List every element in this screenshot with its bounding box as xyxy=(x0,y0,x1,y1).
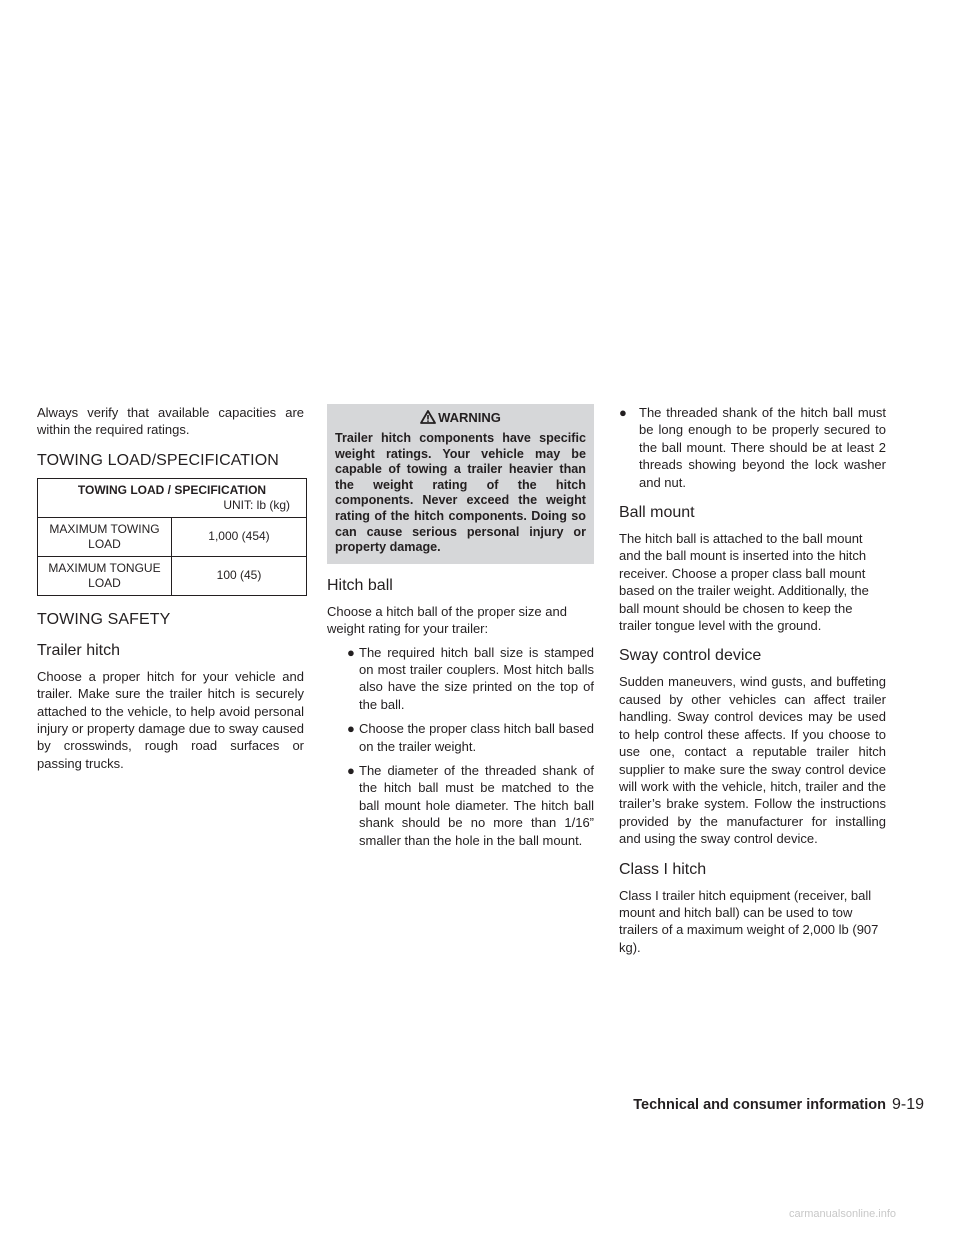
sway-control-text: Sudden maneuvers, wind gusts, and buffeting caused by other vehicles can affect trailer handling. Sway control devices may be used to help control these affects. If you choose to use one, contact a reputable trailer hitch supplier to make sure the sway control device will work with the vehicle, hitch, trailer and the trailer’s brake system. Follow the instructions provided by the manufacturer for installing and using the sway control device. xyxy=(619,674,886,847)
table-cell-label: MAXIMUM TONGUE LOAD xyxy=(38,556,172,595)
heading-class-hitch: Class I hitch xyxy=(619,860,707,878)
trailer-hitch-text: Choose a proper hitch for your vehicle and trailer. Make sure the trailer hitch is securely attached to the vehicle, to help avoid personal injury or property damage due to sway caused by crosswinds, rough road surfaces or passing trucks. xyxy=(37,668,304,771)
heading-sway-control: Sway control device xyxy=(619,647,762,665)
footer-section-title: Technical and consumer information xyxy=(633,1097,886,1113)
table-cell-value: 1,000 (454) xyxy=(172,517,307,556)
bullet-icon: ● xyxy=(347,763,355,778)
warning-text: Trailer hitch components have specific weight ratings. Your vehicle may be capable of towing a trailer heavier than the weight rating of the hitch components. Never exceed the weight rating of the hitch components. Doing so can cause serious personal injury or property damage. xyxy=(335,431,586,555)
warning-title-text: WARNING xyxy=(438,410,501,425)
warning-title xyxy=(335,410,586,426)
class-hitch-text: Class I trailer hitch equipment (receiver, ball mount and hitch ball) can be used to tow trailers of a maximum weight of 2,000 lb (907 kg). xyxy=(619,887,879,955)
bullet-icon: ● xyxy=(619,405,627,420)
hitch-ball-text: Choose a hitch ball of the proper size and weight rating for your trailer: xyxy=(327,603,567,637)
list-item: ● Choose the proper class hitch ball based on the trailer weight. xyxy=(347,721,594,754)
page-footer xyxy=(633,1096,924,1114)
list-item: ● The threaded shank of the hitch ball must be long enough to be properly secured to the ball mount. There should be at least 2 threads showing beyond the lock washer and nut. xyxy=(619,405,886,490)
table-cell-label: MAXIMUM TOWING LOAD xyxy=(38,517,172,556)
bullet-icon: ● xyxy=(347,644,355,660)
column-1 xyxy=(37,404,304,772)
table-title: TOWING LOAD / SPECIFICATION xyxy=(38,478,307,498)
list-item: ● The required hitch ball size is stamped on most trailer couplers. Most hitch balls also have the size printed on the top of the ball. xyxy=(347,644,594,712)
heading-ball-mount: Ball mount xyxy=(619,504,695,522)
column-2 xyxy=(327,404,594,856)
hitch-ball-bullets xyxy=(327,644,594,849)
list-item: ● The diameter of the threaded shank of the hitch ball must be matched to the ball mount hole diameter. The hitch ball shank should be no more than 1/16” smaller than the hole in the ball mount. xyxy=(347,763,594,848)
warning-box xyxy=(327,404,594,564)
heading-hitch-ball: Hitch ball xyxy=(327,576,393,594)
table-row xyxy=(38,556,307,595)
table-row xyxy=(38,517,307,556)
page-number: 9-19 xyxy=(891,1096,924,1113)
table-cell-value: 100 (45) xyxy=(172,556,307,595)
watermark: carmanualsonline.info xyxy=(788,1208,896,1220)
intro-text: Always verify that available capacities are within the required ratings. xyxy=(37,405,304,438)
heading-towing-safety: TOWING SAFETY xyxy=(37,610,171,628)
hitch-ball-bullets-cont xyxy=(619,404,886,491)
table-unit: UNIT: lb (kg) xyxy=(38,498,307,518)
bullet-icon: ● xyxy=(347,721,355,737)
column-3 xyxy=(619,404,886,956)
heading-trailer-hitch: Trailer hitch xyxy=(37,641,120,659)
heading-towing-load: TOWING LOAD/SPECIFICATION xyxy=(37,451,279,469)
ball-mount-text: The hitch ball is attached to the ball mount and the ball mount is inserted into the hitch receiver. Choose a proper class ball mount based on the trailer weight. Additionally, the ball mount should be chosen to keep the trailer tongue level with the ground. xyxy=(619,531,869,634)
towing-spec-table xyxy=(37,478,307,596)
warning-triangle-icon xyxy=(420,410,436,424)
